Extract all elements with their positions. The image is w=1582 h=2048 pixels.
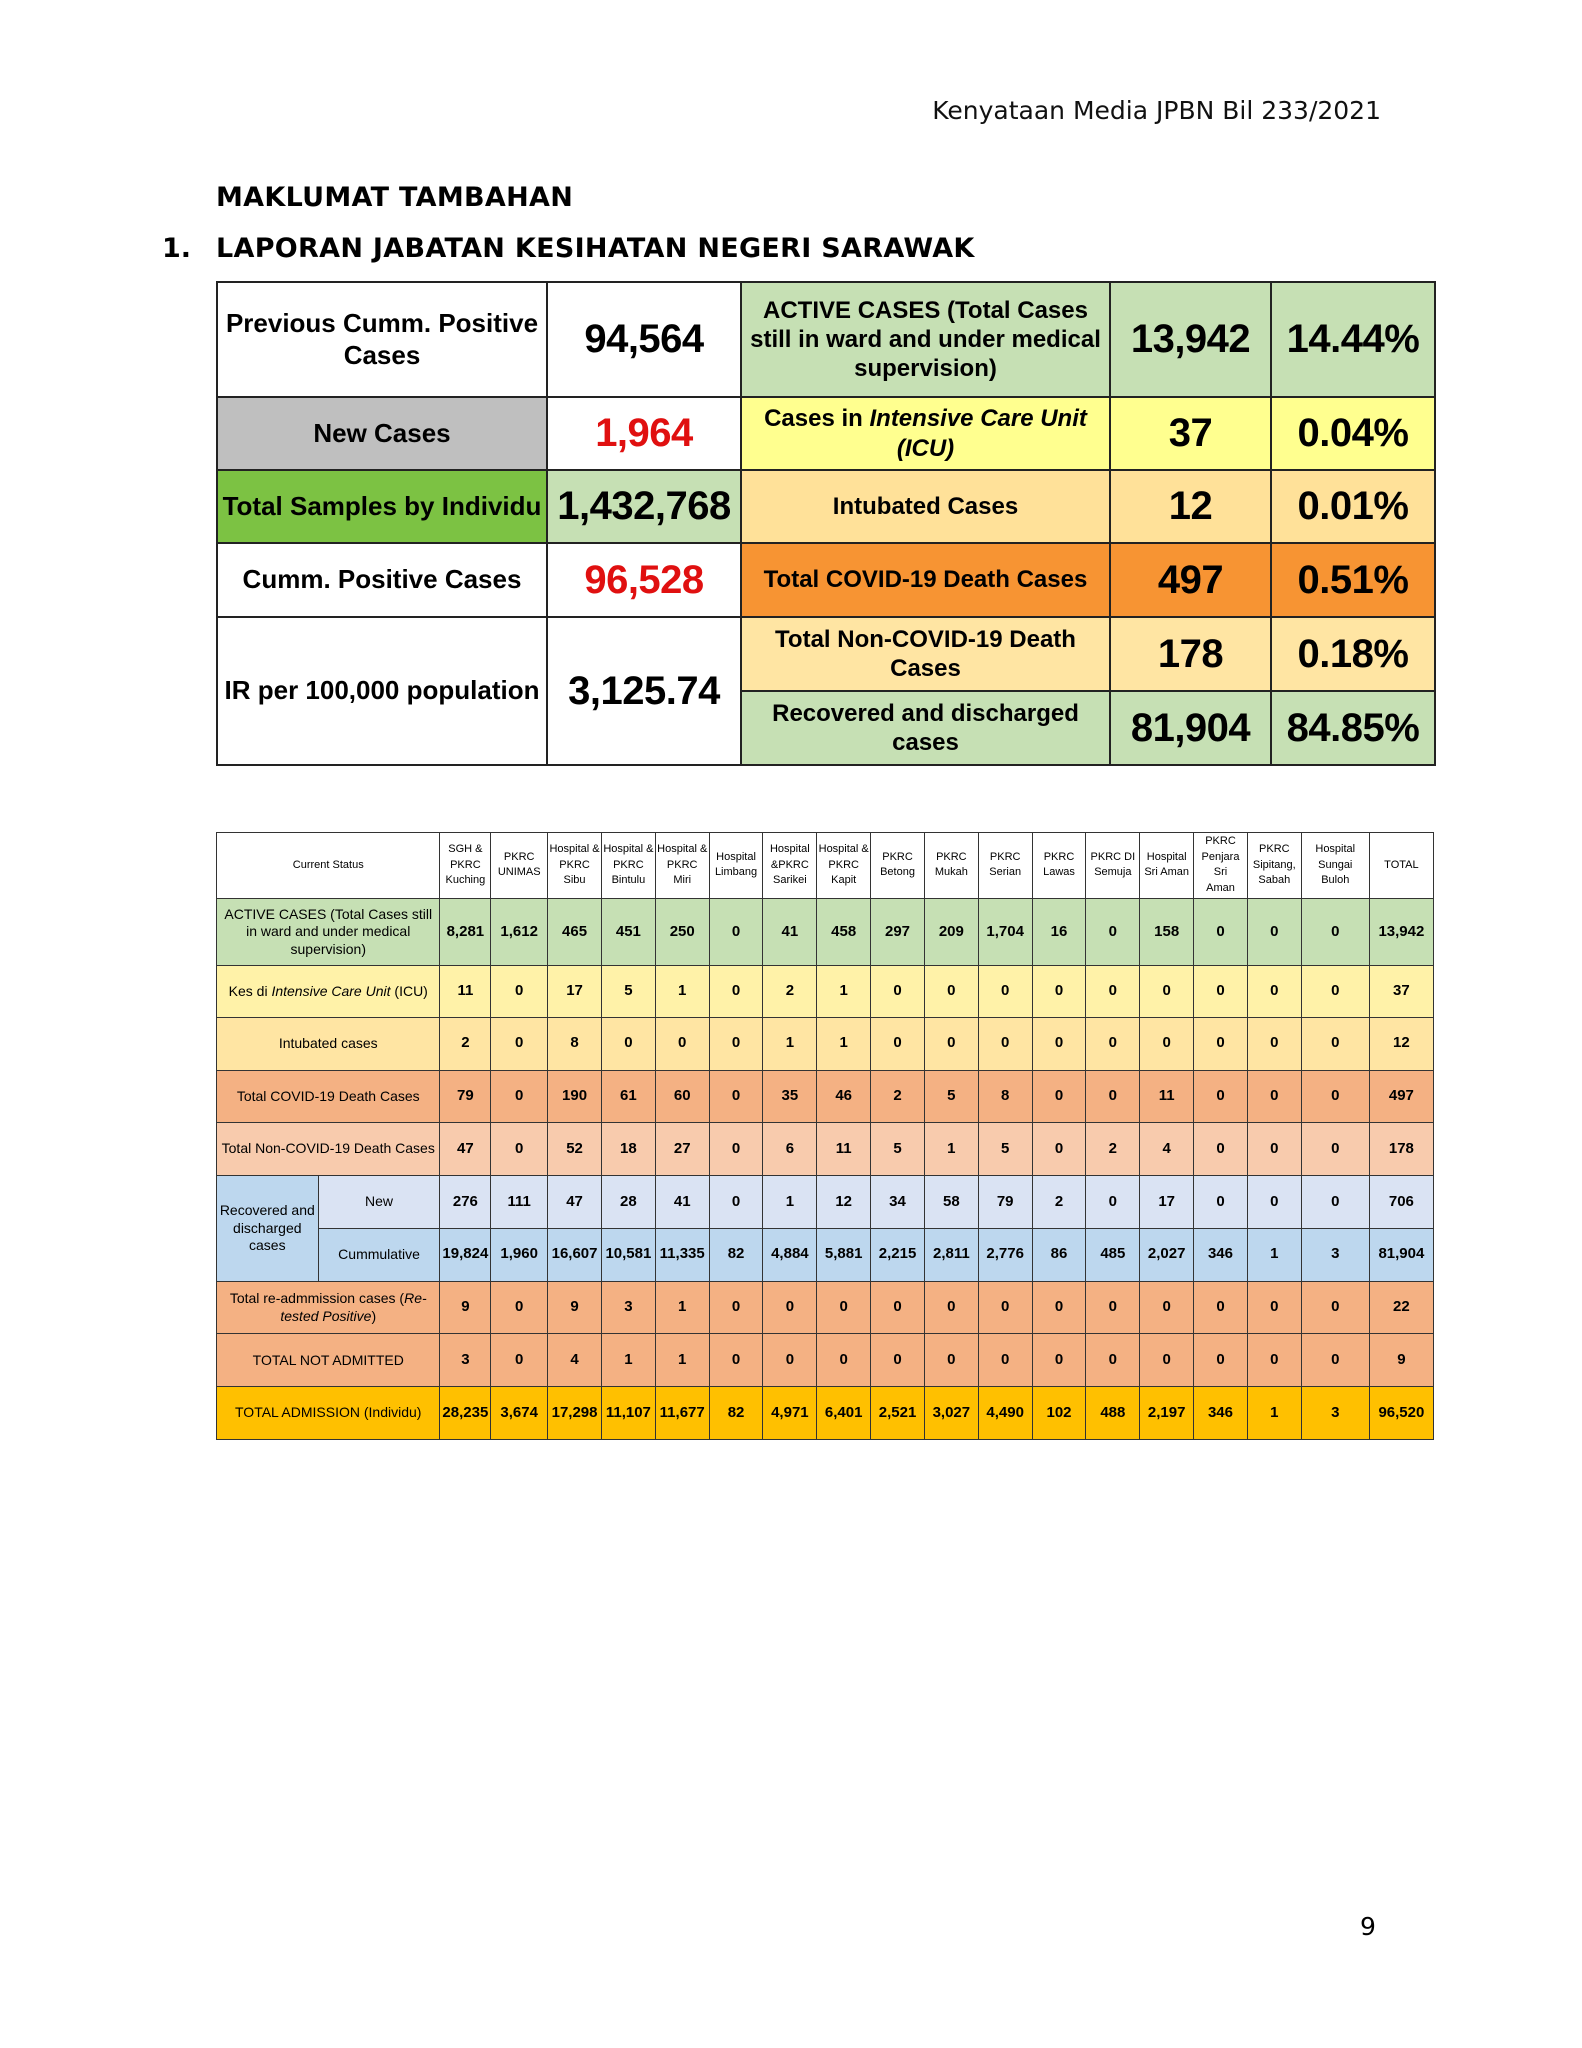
- table-row: [217, 1281, 1434, 1334]
- table-cell: 1: [601, 1334, 655, 1387]
- table-cell: 297: [871, 898, 925, 965]
- table-cell: 2,027: [1140, 1228, 1194, 1281]
- column-header-line: Hospital: [1146, 850, 1187, 863]
- row-label-covid-death: Total COVID-19 Death Cases: [217, 1070, 440, 1123]
- table-cell: 4: [1140, 1123, 1194, 1176]
- table-cell: 0: [655, 1017, 709, 1070]
- column-header: [1301, 833, 1369, 899]
- table-cell: 0: [1247, 1123, 1301, 1176]
- table-cell: 0: [1247, 1176, 1301, 1229]
- table-cell: 3: [440, 1334, 491, 1387]
- column-header: [978, 833, 1032, 899]
- table-cell: 0: [1032, 1017, 1086, 1070]
- active-cases-label: ACTIVE CASES (Total Cases still in ward and under medical supervision): [741, 282, 1110, 397]
- table-cell: 0: [763, 1334, 817, 1387]
- table-cell: 82: [709, 1387, 763, 1440]
- column-header: [548, 833, 602, 899]
- column-header-line: PKRC: [1043, 850, 1075, 863]
- column-header: [1086, 833, 1140, 899]
- summary-table: [216, 281, 1436, 766]
- table-cell: 28: [601, 1176, 655, 1229]
- table-cell: 0: [1086, 898, 1140, 965]
- table-cell: 0: [978, 965, 1032, 1017]
- table-cell: 5: [871, 1123, 925, 1176]
- column-header: [1032, 833, 1086, 899]
- prev-cumm-positive-value: 94,564: [547, 282, 741, 397]
- table-cell: 0: [1301, 1334, 1369, 1387]
- table-cell: 6,401: [817, 1387, 871, 1440]
- table-cell: 79: [978, 1176, 1032, 1229]
- column-header-line: Sabah: [1258, 874, 1291, 887]
- table-cell: 0: [978, 1334, 1032, 1387]
- table-row: [217, 1387, 1434, 1440]
- table-cell: 0: [1140, 1281, 1194, 1334]
- table-cell: 17: [1140, 1176, 1194, 1229]
- total-samples-value: 1,432,768: [547, 470, 741, 543]
- table-cell: 1: [817, 965, 871, 1017]
- table-row: [217, 1017, 1434, 1070]
- table-cell: 61: [601, 1070, 655, 1123]
- column-header-line: Lawas: [1043, 866, 1075, 879]
- column-header: [655, 833, 709, 899]
- column-header-line: &PKRC: [770, 858, 809, 871]
- table-cell: 0: [1301, 1017, 1369, 1070]
- table-cell: 0: [1194, 1281, 1248, 1334]
- table-cell: 2,811: [924, 1228, 978, 1281]
- column-header-line: Sri Aman: [1144, 866, 1189, 879]
- table-cell: 19,824: [440, 1228, 491, 1281]
- table-cell: 0: [709, 1123, 763, 1176]
- table-cell: 0: [1032, 1123, 1086, 1176]
- cumm-positive-value: 96,528: [547, 543, 741, 617]
- table-cell: 11,107: [601, 1387, 655, 1440]
- table-cell: 0: [1301, 1070, 1369, 1123]
- icu-cases-label: Cases in Intensive Care Unit (ICU): [741, 397, 1110, 470]
- table-cell: 0: [871, 1334, 925, 1387]
- intubated-cases-label: Intubated Cases: [741, 470, 1110, 543]
- table-cell: 0: [871, 965, 925, 1017]
- column-header-line: Kuching: [445, 874, 486, 887]
- table-cell: 0: [1301, 898, 1369, 965]
- table-cell: 3: [601, 1281, 655, 1334]
- table-cell: 0: [924, 965, 978, 1017]
- table-cell: 9: [548, 1281, 602, 1334]
- total-samples-label: Total Samples by Individu: [217, 470, 547, 543]
- column-header-line: Aman: [1206, 882, 1235, 895]
- table-cell: 17: [548, 965, 602, 1017]
- table-cell: 0: [1247, 898, 1301, 965]
- table-cell: 0: [1194, 1017, 1248, 1070]
- table-cell: 47: [440, 1123, 491, 1176]
- prev-cumm-positive-label: Previous Cumm. Positive Cases: [217, 282, 547, 397]
- covid-death-value: 497: [1110, 543, 1271, 617]
- table-cell: 27: [655, 1123, 709, 1176]
- recovered-label: Recovered and discharged cases: [741, 691, 1110, 765]
- table-cell: 16,607: [548, 1228, 602, 1281]
- table-cell: 0: [1301, 1123, 1369, 1176]
- table-cell: 0: [1247, 965, 1301, 1017]
- column-header-line: PKRC: [936, 850, 967, 863]
- cumm-positive-label: Cumm. Positive Cases: [217, 543, 547, 617]
- table-cell: 0: [1247, 1334, 1301, 1387]
- table-cell: 497: [1369, 1070, 1433, 1123]
- table-cell: 79: [440, 1070, 491, 1123]
- table-cell: 60: [655, 1070, 709, 1123]
- table-cell: 0: [491, 1334, 548, 1387]
- table-cell: 0: [491, 1017, 548, 1070]
- table-cell: 11,677: [655, 1387, 709, 1440]
- icu-cases-pct: 0.04%: [1271, 397, 1435, 470]
- table-cell: 0: [817, 1281, 871, 1334]
- column-header-line: Limbang: [714, 866, 758, 879]
- row-label-readmission: Total re-admmission cases (Re-tested Positive): [217, 1281, 440, 1334]
- column-header-line: PKRC: [1259, 842, 1290, 855]
- table-cell: 0: [1086, 1176, 1140, 1229]
- table-cell: 2: [440, 1017, 491, 1070]
- column-header-line: PKRC Sibu: [559, 858, 590, 887]
- table-cell: 102: [1032, 1387, 1086, 1440]
- table-cell: 0: [491, 1123, 548, 1176]
- table-cell: 0: [1140, 1017, 1194, 1070]
- table-row: [217, 1070, 1434, 1123]
- table-cell: 1: [655, 965, 709, 1017]
- table-cell: 11: [440, 965, 491, 1017]
- column-header-line: PKRC: [828, 858, 859, 871]
- table-cell: 0: [1032, 1334, 1086, 1387]
- table-cell: 41: [763, 898, 817, 965]
- table-cell: 276: [440, 1176, 491, 1229]
- table-cell: 96,520: [1369, 1387, 1433, 1440]
- table-cell: 0: [1247, 1281, 1301, 1334]
- covid-death-pct: 0.51%: [1271, 543, 1435, 617]
- new-cases-value: 1,964: [547, 397, 741, 470]
- table-cell: 0: [1086, 1334, 1140, 1387]
- column-header-line: Hospital: [769, 842, 810, 855]
- section-title: MAKLUMAT TAMBAHAN: [216, 182, 574, 213]
- new-cases-label: New Cases: [217, 397, 547, 470]
- column-header: [601, 833, 655, 899]
- table-cell: 1: [1247, 1228, 1301, 1281]
- active-cases-value: 13,942: [1110, 282, 1271, 397]
- table-cell: 1: [763, 1017, 817, 1070]
- table-cell: 0: [1194, 1176, 1248, 1229]
- table-cell: 6: [763, 1123, 817, 1176]
- section-number: 1.: [162, 233, 192, 264]
- table-row: [217, 1123, 1434, 1176]
- recovered-pct: 84.85%: [1271, 691, 1435, 765]
- table-cell: 2,215: [871, 1228, 925, 1281]
- table-cell: 346: [1194, 1228, 1248, 1281]
- table-cell: 1,704: [978, 898, 1032, 965]
- table-cell: 111: [491, 1176, 548, 1229]
- table-cell: 35: [763, 1070, 817, 1123]
- column-header-line: Mukah: [934, 866, 968, 879]
- table-cell: 485: [1086, 1228, 1140, 1281]
- table-cell: 17,298: [548, 1387, 602, 1440]
- table-cell: 2,521: [871, 1387, 925, 1440]
- table-cell: 1: [817, 1017, 871, 1070]
- column-header: [1140, 833, 1194, 899]
- table-cell: 0: [924, 1281, 978, 1334]
- table-cell: 190: [548, 1070, 602, 1123]
- page-number: 9: [1360, 1912, 1376, 1941]
- media-statement-ref: Kenyataan Media JPBN Bil 233/2021: [932, 96, 1381, 125]
- table-row: [217, 898, 1434, 965]
- table-cell: 11,335: [655, 1228, 709, 1281]
- column-header-line: Hospital &: [603, 842, 654, 855]
- row-label-icu: Kes di Intensive Care Unit (ICU): [217, 965, 440, 1017]
- table-cell: 0: [1086, 1017, 1140, 1070]
- table-cell: 5: [978, 1123, 1032, 1176]
- table-cell: 209: [924, 898, 978, 965]
- row-label-recovered: Recovered and discharged cases: [217, 1176, 319, 1282]
- table-cell: 0: [1032, 965, 1086, 1017]
- column-header: [871, 833, 925, 899]
- table-row: [217, 1334, 1434, 1387]
- table-cell: 1: [655, 1281, 709, 1334]
- table-cell: 10,581: [601, 1228, 655, 1281]
- table-cell: 28,235: [440, 1387, 491, 1440]
- column-header: [817, 833, 871, 899]
- column-header-line: SGH &: [448, 842, 483, 855]
- table-row: [217, 1228, 1434, 1281]
- covid-death-label: Total COVID-19 Death Cases: [741, 543, 1110, 617]
- table-cell: 11: [817, 1123, 871, 1176]
- table-cell: 12: [817, 1176, 871, 1229]
- table-cell: 58: [924, 1176, 978, 1229]
- table-cell: 0: [871, 1017, 925, 1070]
- table-cell: 0: [1086, 965, 1140, 1017]
- table-cell: 2,197: [1140, 1387, 1194, 1440]
- table-cell: 52: [548, 1123, 602, 1176]
- table-cell: 82: [709, 1228, 763, 1281]
- table-cell: 3: [1301, 1387, 1369, 1440]
- column-header-line: PKRC: [613, 858, 644, 871]
- table-cell: 178: [1369, 1123, 1433, 1176]
- table-cell: 1: [924, 1123, 978, 1176]
- table-cell: 8: [978, 1070, 1032, 1123]
- table-cell: 0: [709, 1176, 763, 1229]
- recovered-value: 81,904: [1110, 691, 1271, 765]
- column-header: [709, 833, 763, 899]
- column-header-line: Hospital &: [549, 842, 600, 855]
- column-header-line: Hospital &: [657, 842, 708, 855]
- column-header-line: Semuja: [1094, 866, 1132, 879]
- table-cell: 1: [655, 1334, 709, 1387]
- column-header-line: UNIMAS: [497, 866, 541, 879]
- table-cell: 0: [491, 1281, 548, 1334]
- column-header: [491, 833, 548, 899]
- table-cell: 0: [924, 1334, 978, 1387]
- column-header-line: PKRC: [882, 850, 913, 863]
- row-label-active: ACTIVE CASES (Total Cases still in ward and under medical supervision): [217, 898, 440, 965]
- table-cell: 346: [1194, 1387, 1248, 1440]
- table-cell: 0: [1194, 1123, 1248, 1176]
- column-header-line: Hospital &: [818, 842, 869, 855]
- column-header-line: Kapit: [831, 874, 857, 887]
- column-header-line: PKRC DI: [1090, 850, 1136, 863]
- column-header-line: PKRC: [989, 850, 1021, 863]
- table-cell: 2: [763, 965, 817, 1017]
- column-header-line: PKRC Miri: [666, 858, 698, 887]
- table-cell: 0: [1032, 1070, 1086, 1123]
- table-cell: 0: [1086, 1281, 1140, 1334]
- table-cell: 0: [978, 1017, 1032, 1070]
- facility-breakdown-table: [216, 832, 1434, 1440]
- column-header: [1369, 833, 1433, 899]
- table-cell: 9: [1369, 1334, 1433, 1387]
- table-cell: 5,881: [817, 1228, 871, 1281]
- row-label-total-admission: TOTAL ADMISSION (Individu): [217, 1387, 440, 1440]
- table-cell: 0: [1086, 1070, 1140, 1123]
- column-header-line: Penjara Sri: [1201, 850, 1240, 879]
- column-header: [763, 833, 817, 899]
- table-cell: 0: [978, 1281, 1032, 1334]
- column-header-line: Betong: [880, 866, 915, 879]
- row-label-recovered-new: New: [318, 1176, 440, 1229]
- table-cell: 0: [709, 965, 763, 1017]
- table-cell: 0: [491, 965, 548, 1017]
- table-cell: 46: [817, 1070, 871, 1123]
- table-cell: 0: [1247, 1070, 1301, 1123]
- table-cell: 0: [709, 898, 763, 965]
- table-cell: 0: [871, 1281, 925, 1334]
- table-cell: 0: [709, 1334, 763, 1387]
- ir-value: 3,125.74: [547, 617, 741, 765]
- intubated-cases-value: 12: [1110, 470, 1271, 543]
- table-cell: 488: [1086, 1387, 1140, 1440]
- column-header: [924, 833, 978, 899]
- table-cell: 0: [1301, 1281, 1369, 1334]
- table-cell: 16: [1032, 898, 1086, 965]
- table-cell: 11: [1140, 1070, 1194, 1123]
- table-cell: 0: [1194, 965, 1248, 1017]
- table-cell: 0: [1194, 1334, 1248, 1387]
- row-label-noncovid-death: Total Non-COVID-19 Death Cases: [217, 1123, 440, 1176]
- table-cell: 0: [763, 1281, 817, 1334]
- table-cell: 0: [1032, 1281, 1086, 1334]
- column-header-line: Serian: [989, 866, 1022, 879]
- table-cell: 451: [601, 898, 655, 965]
- table-cell: 2: [1086, 1123, 1140, 1176]
- active-cases-pct: 14.44%: [1271, 282, 1435, 397]
- table-cell: 5: [601, 965, 655, 1017]
- table-cell: 8: [548, 1017, 602, 1070]
- table-cell: 34: [871, 1176, 925, 1229]
- current-status-header: Current Status: [217, 833, 440, 899]
- column-header-line: Sipitang,: [1252, 858, 1296, 871]
- column-header-line: Hospital: [1315, 842, 1356, 855]
- table-cell: 0: [1194, 898, 1248, 965]
- table-cell: 1,612: [491, 898, 548, 965]
- table-cell: 0: [924, 1017, 978, 1070]
- table-cell: 3,674: [491, 1387, 548, 1440]
- table-cell: 22: [1369, 1281, 1433, 1334]
- table-cell: 81,904: [1369, 1228, 1433, 1281]
- table-cell: 3: [1301, 1228, 1369, 1281]
- column-header: [440, 833, 491, 899]
- column-header: [1247, 833, 1301, 899]
- noncovid-death-label: Total Non-COVID-19 Death Cases: [741, 617, 1110, 691]
- table-cell: 0: [817, 1334, 871, 1387]
- column-header: [1194, 833, 1248, 899]
- table-cell: 0: [1301, 1176, 1369, 1229]
- table-cell: 0: [709, 1017, 763, 1070]
- column-header-line: Sungai Buloh: [1318, 858, 1353, 887]
- table-cell: 0: [491, 1070, 548, 1123]
- column-header-line: Sarikei: [773, 874, 807, 887]
- table-cell: 4,884: [763, 1228, 817, 1281]
- column-header-line: PKRC: [450, 858, 481, 871]
- table-cell: 0: [1140, 1334, 1194, 1387]
- table-cell: 18: [601, 1123, 655, 1176]
- row-label-recovered-cumulative: Cummulative: [318, 1228, 440, 1281]
- column-header-line: TOTAL: [1384, 858, 1419, 871]
- table-cell: 2: [871, 1070, 925, 1123]
- table-cell: 0: [709, 1070, 763, 1123]
- table-cell: 4,971: [763, 1387, 817, 1440]
- table-cell: 0: [1194, 1070, 1248, 1123]
- table-cell: 4: [548, 1334, 602, 1387]
- table-cell: 158: [1140, 898, 1194, 965]
- table-cell: 4,490: [978, 1387, 1032, 1440]
- intubated-cases-pct: 0.01%: [1271, 470, 1435, 543]
- table-cell: 41: [655, 1176, 709, 1229]
- table-cell: 706: [1369, 1176, 1433, 1229]
- row-label-not-admitted: TOTAL NOT ADMITTED: [217, 1334, 440, 1387]
- noncovid-death-pct: 0.18%: [1271, 617, 1435, 691]
- table-cell: 86: [1032, 1228, 1086, 1281]
- noncovid-death-value: 178: [1110, 617, 1271, 691]
- table-cell: 0: [1247, 1017, 1301, 1070]
- table-cell: 0: [1140, 965, 1194, 1017]
- table-cell: 5: [924, 1070, 978, 1123]
- table-cell: 9: [440, 1281, 491, 1334]
- column-header-line: PKRC: [503, 850, 535, 863]
- table-cell: 250: [655, 898, 709, 965]
- table-cell: 0: [709, 1281, 763, 1334]
- column-header-line: Hospital: [716, 850, 756, 863]
- table-cell: 2: [1032, 1176, 1086, 1229]
- table-row: [217, 1176, 1434, 1229]
- section-subtitle: LAPORAN JABATAN KESIHATAN NEGERI SARAWAK: [216, 233, 975, 264]
- table-cell: 37: [1369, 965, 1433, 1017]
- icu-cases-value: 37: [1110, 397, 1271, 470]
- table-cell: 2,776: [978, 1228, 1032, 1281]
- table-cell: 0: [1301, 965, 1369, 1017]
- table-cell: 8,281: [440, 898, 491, 965]
- table-cell: 13,942: [1369, 898, 1433, 965]
- table-cell: 3,027: [924, 1387, 978, 1440]
- column-header-line: Bintulu: [611, 874, 646, 887]
- column-header-line: PKRC: [1205, 834, 1236, 847]
- table-cell: 1,960: [491, 1228, 548, 1281]
- table-row: [217, 965, 1434, 1017]
- table-cell: 465: [548, 898, 602, 965]
- table-cell: 47: [548, 1176, 602, 1229]
- ir-label: IR per 100,000 population: [217, 617, 547, 765]
- table-cell: 1: [1247, 1387, 1301, 1440]
- table-cell: 12: [1369, 1017, 1433, 1070]
- row-label-intubated: Intubated cases: [217, 1017, 440, 1070]
- table-cell: 458: [817, 898, 871, 965]
- table-cell: 0: [601, 1017, 655, 1070]
- table-cell: 1: [763, 1176, 817, 1229]
